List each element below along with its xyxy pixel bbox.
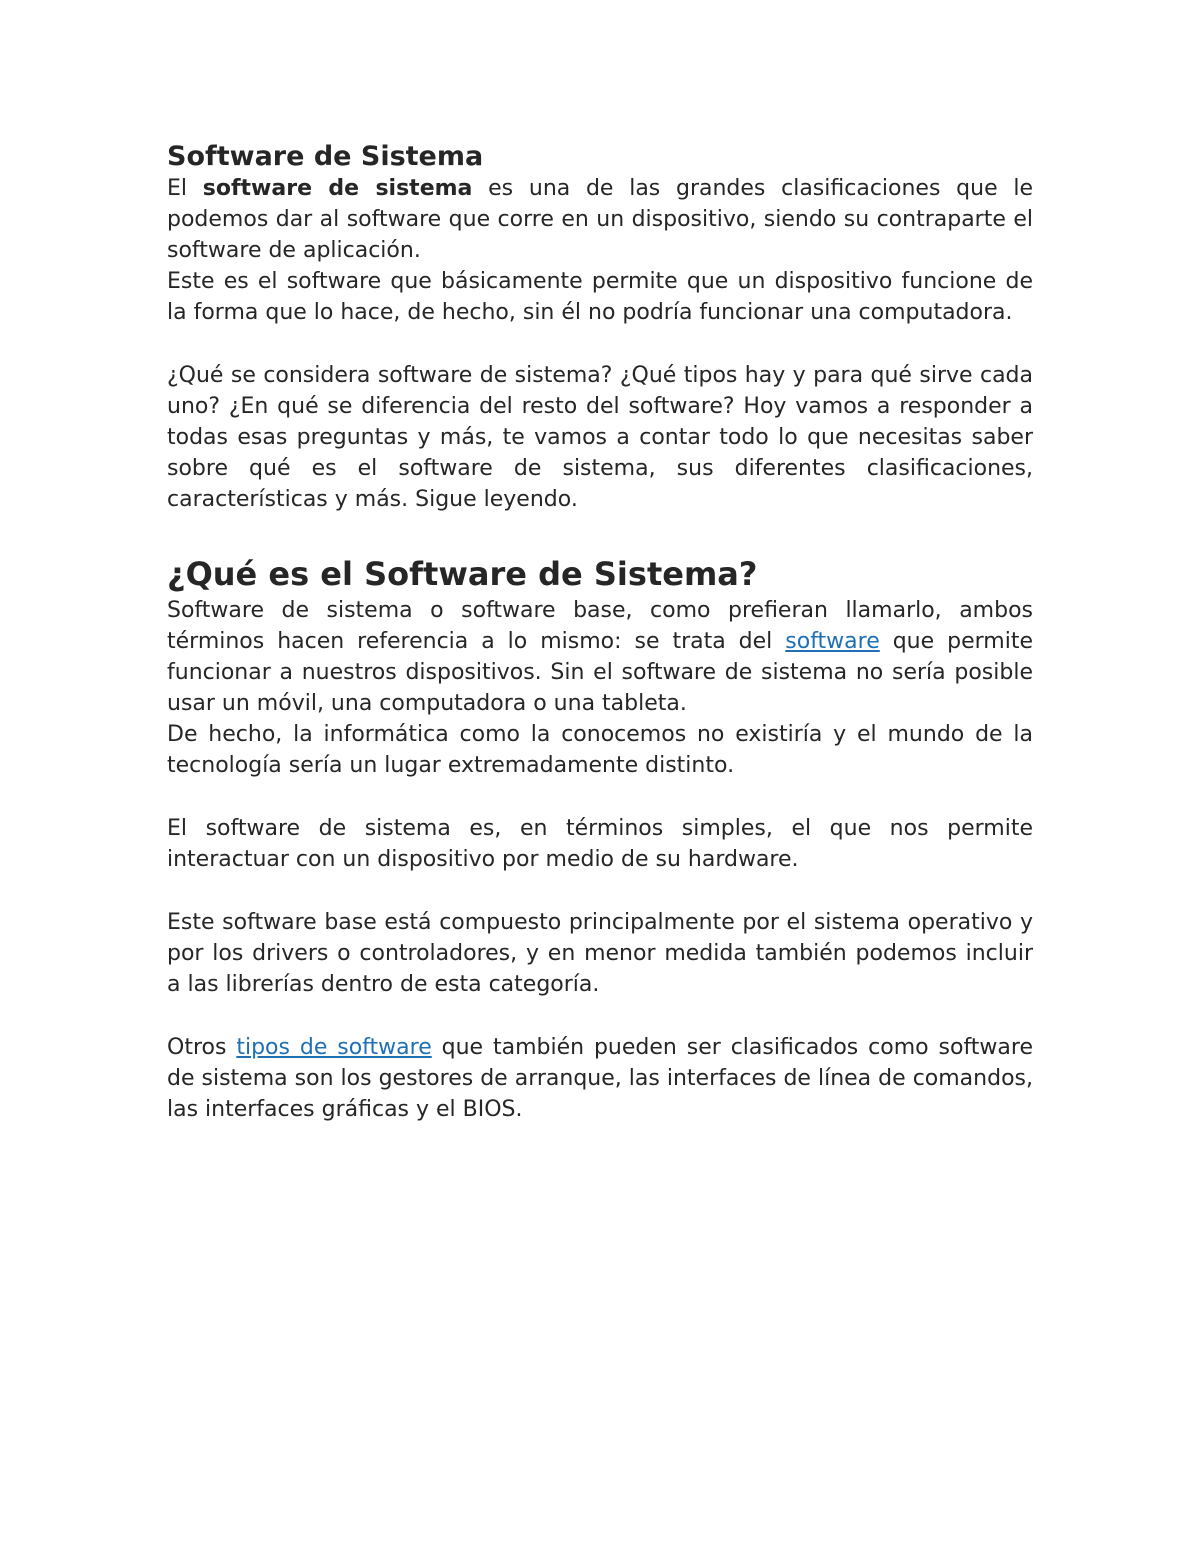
- paragraph-intro-pre: El: [167, 176, 203, 201]
- paragraph-software-base-post: que permite funcionar a nuestros dispositivos. Sin el software de sistema no sería posible usar un móvil, una computadora o una tableta.: [167, 629, 1033, 716]
- paragraph-definition: Este es el software que básicamente permite que un dispositivo funcione de la forma que lo hace, de hecho, sin él no podría funcionar una computadora.: [167, 269, 1033, 325]
- bold-term-software-de-sistema: software de sistema: [202, 176, 473, 201]
- document-content: [167, 140, 1033, 1125]
- paragraph-questions: ¿Qué se considera software de sistema? ¿Qué tipos hay y para qué sirve cada uno? ¿En qué se diferencia del resto del software? Hoy vamos a responder a todas esas preguntas y más, te vamos a contar todo lo que necesitas saber sobre qué es el software de sistema, sus diferentes clasificaciones, características y más. Sigue leyendo.: [167, 363, 1033, 512]
- paragraph-otros-tipos-pre: Otros: [167, 1035, 237, 1060]
- section-title-software-de-sistema: Software de Sistema: [167, 141, 484, 172]
- spacer: [167, 515, 1033, 553]
- section-title-que-es: ¿Qué es el Software de Sistema?: [167, 555, 758, 593]
- spacer: [167, 781, 1033, 813]
- paragraph-intro: [167, 173, 1033, 266]
- paragraph-sistema-operativo: Este software base está compuesto principalmente por el sistema operativo y por los drivers o controladores, y en menor medida también podemos incluir a las librerías dentro de esta categoría.: [167, 910, 1033, 997]
- paragraph-otros-tipos: [167, 1032, 1033, 1125]
- software-link[interactable]: software: [785, 629, 880, 654]
- tipos-de-software-link[interactable]: tipos de software: [236, 1035, 432, 1060]
- spacer: [167, 328, 1033, 360]
- paragraph-software-base-pre: Software de sistema o software base, como prefieran llamarlo, ambos términos hacen referencia a lo mismo: se trata del: [167, 598, 1033, 654]
- spacer: [167, 875, 1033, 907]
- paragraph-hardware: El software de sistema es, en términos simples, el que nos permite interactuar con un dispositivo por medio de su hardware.: [167, 816, 1033, 872]
- paragraph-otros-tipos-post: que también pueden ser clasificados como software de sistema son los gestores de arranque, las interfaces de línea de comandos, las interfaces gráficas y el BIOS.: [167, 1035, 1033, 1122]
- paragraph-intro-post: es una de las grandes clasificaciones que le podemos dar al software que corre en un dispositivo, siendo su contraparte el software de aplicación.: [167, 176, 1033, 263]
- spacer: [167, 1000, 1033, 1032]
- paragraph-software-base: [167, 595, 1033, 719]
- paragraph-informatica: De hecho, la informática como la conocemos no existiría y el mundo de la tecnología sería un lugar extremadamente distinto.: [167, 722, 1033, 778]
